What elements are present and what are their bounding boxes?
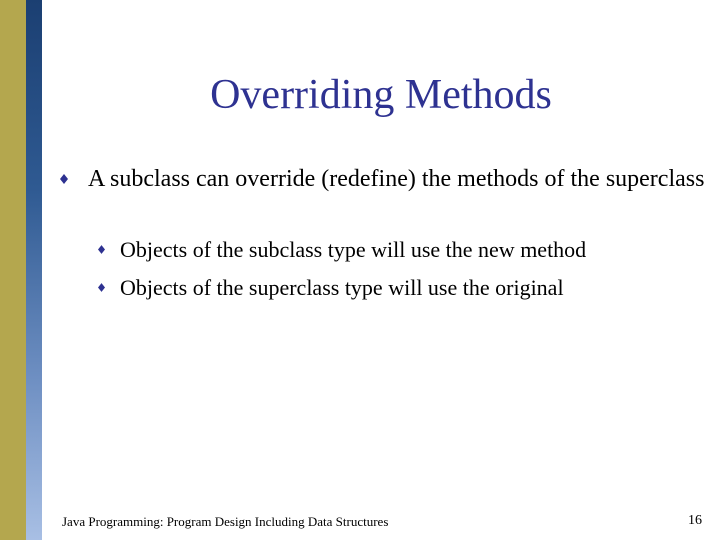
bullet-text: A subclass can override (redefine) the methods of the superclass: [88, 166, 705, 192]
diamond-bullet-icon: [98, 283, 105, 292]
left-blue-gradient-bar: [26, 0, 42, 540]
sub-bullet-text: Objects of the superclass type will use the original: [120, 275, 564, 300]
diamond-bullet-icon: [60, 174, 68, 184]
left-gold-bar: [0, 0, 26, 540]
page-number: 16: [688, 513, 702, 528]
slide-footer: Java Programming: Program Design Including Data Structures: [62, 514, 389, 529]
diamond-bullet-icon: [98, 245, 105, 254]
slide-title: Overriding Methods: [210, 72, 552, 118]
sub-bullet-text: Objects of the subclass type will use the new method: [120, 237, 587, 262]
